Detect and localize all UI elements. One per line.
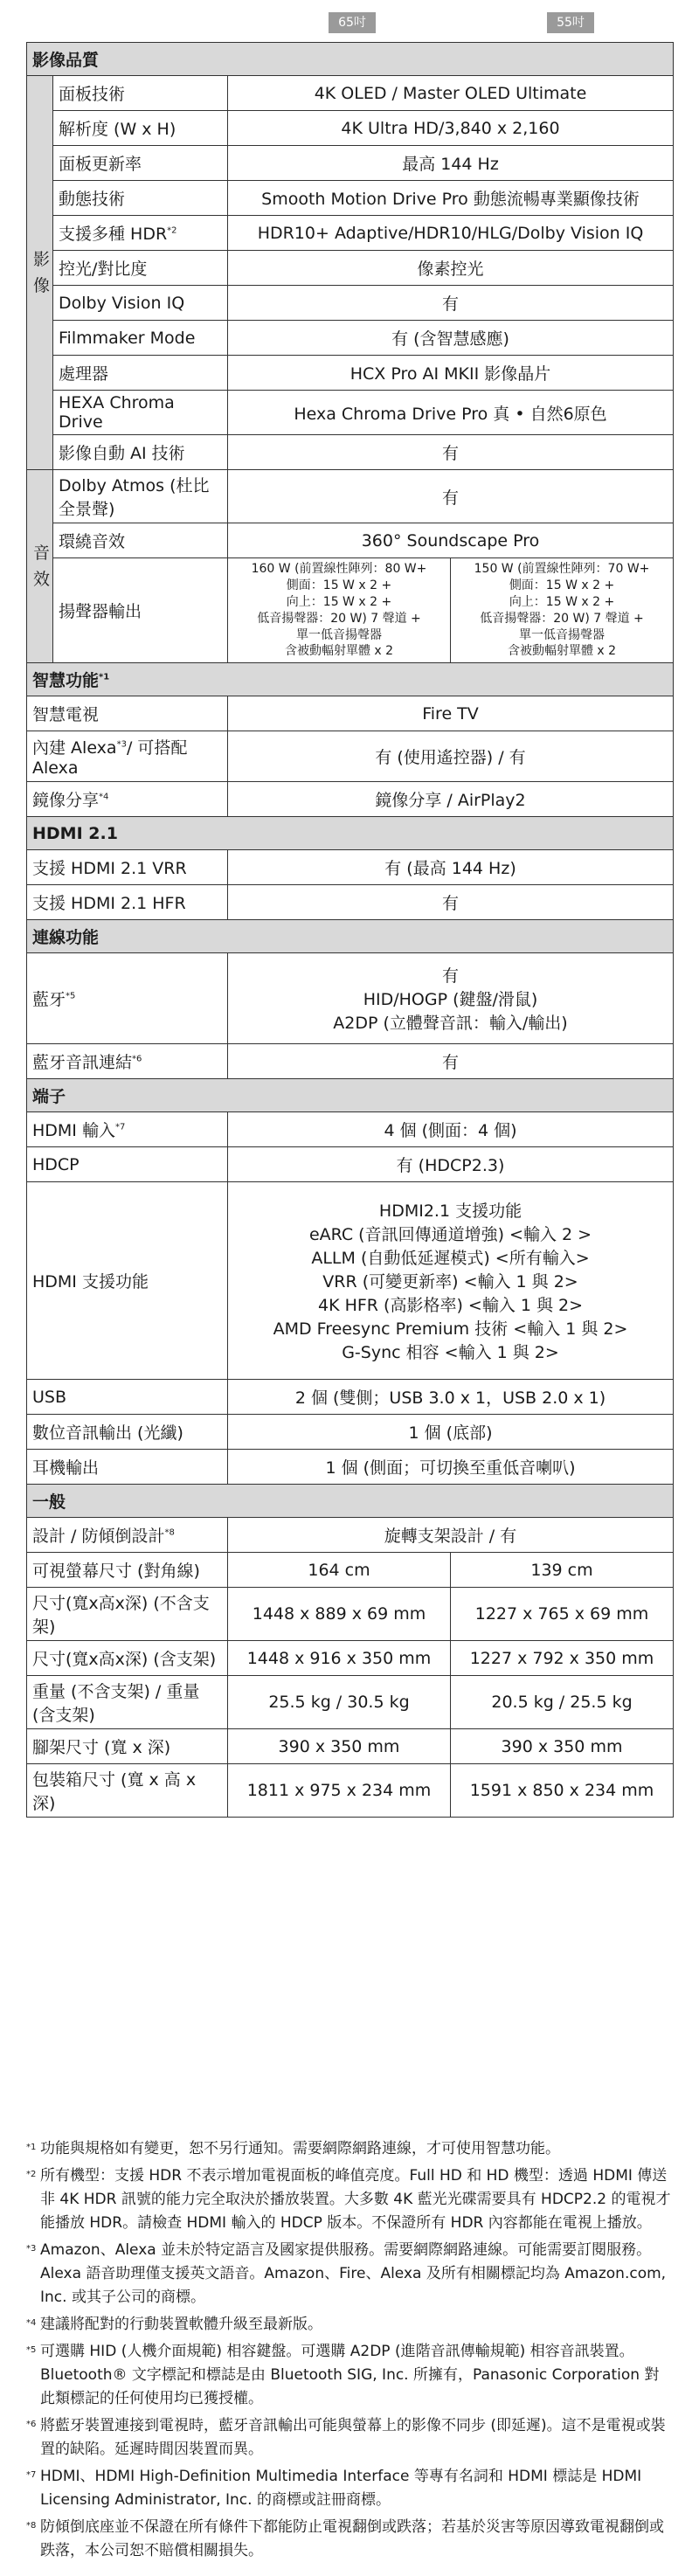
spec-row — [27, 1588, 674, 1641]
value-line: VRR (可變更新率) <輸入 1 與 2> — [322, 1272, 578, 1292]
size-tag-65: 65吋 — [329, 12, 376, 33]
value-line: 向上：15 W x 2 + — [509, 594, 615, 609]
row-label-text-2: / 可搭配 Alexa — [32, 738, 188, 779]
row-value: 4K Ultra HD/3,840 x 2,160 — [228, 111, 674, 146]
value-line: 側面：15 W x 2 + — [286, 578, 392, 592]
row-label-text: 動態技術 — [59, 190, 126, 209]
row-label-text: Dolby Atmos (杜比全景聲) — [59, 476, 210, 519]
row-label-text: 環繞音效 — [59, 532, 126, 551]
row-label-text: 支援多種 HDR — [59, 225, 168, 244]
footnote-mark: *8 — [26, 2521, 37, 2531]
row-label-text: 設計 / 防傾倒設計 — [32, 1527, 165, 1547]
footnote-mark: *2 — [167, 225, 177, 236]
value-65: 1448 x 889 x 69 mm — [228, 1588, 451, 1641]
footnote — [26, 2465, 673, 2512]
row-label — [27, 885, 228, 920]
section-title-text: 端子 — [32, 1087, 66, 1107]
footnote — [26, 2340, 673, 2411]
row-value: 有 — [228, 435, 674, 470]
value-65: 390 x 350 mm — [228, 1729, 451, 1764]
value-line: AMD Freesync Premium 技術 <輸入 1 與 2> — [273, 1319, 628, 1340]
footnote-mark: *6 — [26, 2420, 37, 2429]
section-title — [27, 663, 674, 696]
value-line: 單一低音揚聲器 — [296, 627, 382, 642]
row-label — [27, 782, 228, 817]
group-label-audio — [27, 470, 53, 663]
group-label-text: 音效 — [32, 543, 50, 590]
row-label — [27, 1676, 228, 1729]
spec-row — [27, 181, 674, 216]
size-tag-55: 55吋 — [547, 12, 594, 33]
footnote-mark: *4 — [99, 793, 109, 803]
row-value: 最高 144 Hz — [228, 146, 674, 181]
footnote-text: 所有機型：支援 HDR 不表示增加電視面板的峰值亮度。Full HD 和 HD 機型：透過 HDMI 傳送非 4K HDR 訊號的能力完全取決於播放裝置。大多數 4K 藍光光碟需要具有 HDCP2.2 的電視才能播放 HDR。請檢查 HDMI 輸入的 HDCP 版本。不保證所有 HDR 內容都能在電視上播放。 — [40, 2167, 671, 2232]
row-value: HCX Pro AI MKII 影像晶片 — [228, 356, 674, 391]
footnote-mark: *3 — [26, 2244, 37, 2254]
row-label — [53, 391, 228, 435]
speaker-55 — [451, 558, 674, 663]
row-label-text: 藍牙 — [32, 990, 66, 1010]
footnote-mark: *3 — [116, 740, 127, 751]
value-line: 單一低音揚聲器 — [519, 627, 605, 642]
row-label — [53, 286, 228, 321]
value-line: 低音揚聲器：20 W) 7 聲道 + — [480, 611, 644, 626]
section-picture — [27, 43, 674, 76]
row-label — [53, 251, 228, 286]
row-label — [53, 76, 228, 111]
footnote-mark: *5 — [66, 992, 76, 1002]
spec-row — [27, 1676, 674, 1729]
value-55: 1227 x 792 x 350 mm — [451, 1641, 674, 1676]
row-label — [27, 1415, 228, 1450]
footnote — [26, 2313, 673, 2337]
row-label-text: 智慧電視 — [32, 705, 100, 725]
spec-row — [27, 111, 674, 146]
value-65: 25.5 kg / 30.5 kg — [228, 1676, 451, 1729]
row-label-text: 鏡像分享 — [32, 791, 100, 811]
row-value: 360° Soundscape Pro — [228, 523, 674, 558]
row-value: 有 — [228, 1044, 674, 1079]
footnote-text: HDMI、HDMI High-Definition Multimedia Interface 等專有名詞和 HDMI 標誌是 HDMI Licensing Administrator, Inc. 的商標或註冊商標。 — [40, 2468, 642, 2509]
row-label-text: HEXA Chroma Drive — [59, 393, 175, 432]
value-55: 139 cm — [451, 1553, 674, 1588]
value-line: 側面：15 W x 2 + — [509, 578, 615, 592]
row-label — [27, 1729, 228, 1764]
section-title-text: HDMI 2.1 — [32, 823, 118, 843]
footnote — [26, 2414, 673, 2462]
spec-row — [27, 1450, 674, 1485]
row-label — [27, 1182, 228, 1380]
row-value: 有 (最高 144 Hz) — [228, 850, 674, 885]
row-label — [27, 1764, 228, 1818]
row-label — [27, 1588, 228, 1641]
row-label — [53, 435, 228, 470]
row-label-text: 支援 HDMI 2.1 VRR — [32, 859, 187, 879]
value-line: 150 W (前置線性陣列：70 W+ — [474, 562, 650, 576]
row-label-text: 尺寸(寬x高x深) (含支架) — [32, 1650, 217, 1670]
row-label — [53, 356, 228, 391]
footnotes — [26, 2137, 673, 2566]
group-label-picture — [27, 76, 53, 470]
row-value: 有 (HDCP2.3) — [228, 1147, 674, 1182]
row-label-text: Dolby Vision IQ — [59, 293, 185, 313]
footnote-text: 可選購 HID (人機介面規範) 相容鍵盤。可選購 A2DP (進階音訊傳輸規範) 相容音訊裝置。Bluetooth® 文字標記和標誌是由 Bluetooth SIG, Inc. 所擁有，Panasonic Corporation 對此類標記的任何使用均已獲授權。 — [40, 2343, 660, 2407]
row-label — [53, 558, 228, 663]
section-general — [27, 1485, 674, 1518]
spec-row — [27, 1380, 674, 1415]
footnote-text: Amazon、Alexa 並未於特定語言及國家提供服務。需要網際網路連線。可能需要訂閱服務。Alexa 語音助理僅支援英文語音。Amazon、Fire、Alexa 及所有相關標記均為 Amazon.com, Inc. 或其子公司的商標。 — [40, 2241, 667, 2306]
footnote — [26, 2137, 673, 2161]
spec-row — [27, 216, 674, 251]
section-title — [27, 817, 674, 850]
row-label — [27, 953, 228, 1044]
row-label — [53, 523, 228, 558]
row-label — [27, 1112, 228, 1147]
value-line: 含被動輻射單體 x 2 — [284, 644, 394, 659]
spec-row — [27, 76, 674, 111]
spec-row — [27, 470, 674, 523]
spec-row — [27, 696, 674, 731]
spec-row — [27, 1641, 674, 1676]
row-label — [53, 216, 228, 251]
row-value: Hexa Chroma Drive Pro 真 • 自然6原色 — [228, 391, 674, 435]
spec-row — [27, 885, 674, 920]
row-label — [27, 731, 228, 782]
row-label-text: 內建 Alexa — [32, 738, 117, 758]
row-value: 旋轉支架設計 / 有 — [228, 1518, 674, 1553]
footnote-text: 防傾倒底座並不保證在所有條件下都能防止電視翻倒或跌落；若基於災害等原因導致電視翻倒或跌落，本公司恕不賠償相關損失。 — [40, 2518, 664, 2559]
value-65: 1448 x 916 x 350 mm — [228, 1641, 451, 1676]
value-line: eARC (音訊回傳通道增強) <輸入 2 > — [308, 1225, 592, 1245]
spec-row — [27, 850, 674, 885]
spec-row-speaker — [27, 558, 674, 663]
section-smart — [27, 663, 674, 696]
spec-row — [27, 1044, 674, 1079]
value-line: G-Sync 相容 <輸入 1 與 2> — [342, 1343, 559, 1363]
row-value: 有 (使用遙控器) / 有 — [228, 731, 674, 782]
value-line: 向上：15 W x 2 + — [286, 594, 392, 609]
section-title-text: 一般 — [32, 1492, 66, 1513]
footnote-mark: *6 — [132, 1055, 142, 1065]
value-line: 含被動輻射單體 x 2 — [507, 644, 617, 659]
section-title — [27, 1079, 674, 1112]
footnote-mark: *7 — [26, 2470, 37, 2480]
value-line: 160 W (前置線性陣列：80 W+ — [251, 562, 427, 576]
row-label-text: HDCP — [32, 1154, 80, 1174]
row-label — [27, 850, 228, 885]
row-label-text: USB — [32, 1387, 67, 1407]
row-label-text: 可視螢幕尺寸 (對角線) — [32, 1562, 200, 1582]
row-label-text: 處理器 — [59, 364, 109, 384]
row-label-text: 尺寸(寬x高x深) (不含支架) — [32, 1594, 210, 1638]
row-label-text: HDMI 輸入 — [32, 1121, 115, 1141]
value-line: 低音揚聲器：20 W) 7 聲道 + — [257, 611, 421, 626]
row-label-text: 數位音訊輸出 (光纖) — [32, 1423, 183, 1444]
row-label — [27, 1641, 228, 1676]
section-title-text: 連線功能 — [32, 928, 100, 948]
spec-table — [26, 42, 674, 1818]
row-value: 4 個 (側面：4 個) — [228, 1112, 674, 1147]
spec-row — [27, 146, 674, 181]
spec-row — [27, 356, 674, 391]
spec-row — [27, 1553, 674, 1588]
row-value: 鏡像分享 / AirPlay2 — [228, 782, 674, 817]
section-hdmi21 — [27, 817, 674, 850]
size-tags — [0, 12, 699, 33]
row-label-text: 解析度 (W x H) — [59, 120, 176, 139]
row-label — [27, 696, 228, 731]
row-value: 像素控光 — [228, 251, 674, 286]
row-value — [228, 953, 674, 1044]
spec-row — [27, 321, 674, 356]
row-value: 1 個 (底部) — [228, 1415, 674, 1450]
footnote-mark: *4 — [26, 2318, 37, 2328]
value-55: 390 x 350 mm — [451, 1729, 674, 1764]
row-label-text: 影像自動 AI 技術 — [59, 444, 185, 463]
footnote — [26, 2516, 673, 2563]
row-value: HDR10+ Adaptive/HDR10/HLG/Dolby Vision IQ — [228, 216, 674, 251]
section-title — [27, 43, 674, 76]
row-value: 1 個 (側面；可切換至重低音喇叭) — [228, 1450, 674, 1485]
spec-row — [27, 1112, 674, 1147]
spec-row — [27, 251, 674, 286]
row-label — [53, 111, 228, 146]
row-label — [27, 1044, 228, 1079]
row-label-text: 重量 (不含支架) / 重量 (含支架) — [32, 1682, 200, 1726]
row-value: 2 個 (雙側；USB 3.0 x 1，USB 2.0 x 1) — [228, 1380, 674, 1415]
spec-row — [27, 435, 674, 470]
spec-row-hdmi-features — [27, 1182, 674, 1380]
row-label — [27, 1553, 228, 1588]
group-label-text: 影像 — [32, 249, 50, 295]
spec-row — [27, 731, 674, 782]
footnote-mark: *1 — [99, 673, 110, 683]
row-label — [53, 146, 228, 181]
section-connect — [27, 920, 674, 953]
row-value: 有 — [228, 470, 674, 523]
row-value: 有 (含智慧感應) — [228, 321, 674, 356]
value-line: A2DP (立體聲音訊：輸入/輸出) — [333, 1014, 568, 1034]
section-title-text: 智慧功能 — [32, 671, 100, 691]
row-label-text: 包裝箱尺寸 (寬 x 高 x 深) — [32, 1770, 197, 1814]
spec-row — [27, 1415, 674, 1450]
spec-row-bluetooth — [27, 953, 674, 1044]
section-title — [27, 1485, 674, 1518]
spec-row — [27, 782, 674, 817]
value-55: 20.5 kg / 25.5 kg — [451, 1676, 674, 1729]
footnote-mark: *8 — [164, 1528, 175, 1539]
footnote — [26, 2239, 673, 2309]
row-label-text: 揚聲器輸出 — [59, 602, 142, 622]
spec-row — [27, 1518, 674, 1553]
row-label — [53, 181, 228, 216]
row-label-text: 耳機輸出 — [32, 1458, 100, 1478]
row-value: Fire TV — [228, 696, 674, 731]
spec-row — [27, 286, 674, 321]
value-line: HID/HOGP (鍵盤/滑鼠) — [363, 990, 538, 1010]
footnote-mark: *2 — [26, 2170, 37, 2179]
row-value — [228, 1182, 674, 1380]
value-line: 有 — [442, 966, 460, 987]
value-55: 1227 x 765 x 69 mm — [451, 1588, 674, 1641]
footnote-mark: *5 — [26, 2345, 37, 2355]
row-value: 4K OLED / Master OLED Ultimate — [228, 76, 674, 111]
row-label-text: Filmmaker Mode — [59, 328, 196, 348]
value-55: 1591 x 850 x 234 mm — [451, 1764, 674, 1818]
speaker-65 — [228, 558, 451, 663]
spec-row — [27, 1729, 674, 1764]
row-label — [27, 1450, 228, 1485]
row-label — [53, 321, 228, 356]
row-label-text: 控光/對比度 — [59, 260, 148, 279]
row-value: Smooth Motion Drive Pro 動態流暢專業顯像技術 — [228, 181, 674, 216]
value-line: HDMI2.1 支援功能 — [378, 1201, 523, 1222]
value-line: 4K HFR (高影格率) <輸入 1 與 2> — [317, 1296, 584, 1316]
row-label-text: 藍牙音訊連結 — [32, 1053, 133, 1073]
row-value: 有 — [228, 885, 674, 920]
value-line: ALLM (自動低延遲模式) <所有輸入> — [311, 1249, 590, 1269]
spec-row — [27, 523, 674, 558]
footnote-text: 功能與規格如有變更，恕不另行通知。需要網際網路連線，才可使用智慧功能。 — [40, 2140, 560, 2157]
value-65: 164 cm — [228, 1553, 451, 1588]
row-label — [27, 1380, 228, 1415]
row-label — [27, 1518, 228, 1553]
footnote — [26, 2164, 673, 2235]
row-label-text: HDMI 支援功能 — [32, 1272, 149, 1292]
footnote-mark: *7 — [114, 1123, 126, 1133]
row-value: 有 — [228, 286, 674, 321]
value-65: 1811 x 975 x 234 mm — [228, 1764, 451, 1818]
row-label-text: 面板技術 — [59, 85, 126, 104]
footnote-text: 建議將配對的行動裝置軟體升級至最新版。 — [40, 2316, 322, 2333]
spec-row — [27, 1764, 674, 1818]
section-ports — [27, 1079, 674, 1112]
row-label — [53, 470, 228, 523]
row-label-text: 面板更新率 — [59, 155, 142, 174]
section-title — [27, 920, 674, 953]
row-label-text: 腳架尺寸 (寬 x 深) — [32, 1738, 171, 1758]
footnote-text: 將藍牙裝置連接到電視時，藍牙音訊輸出可能與螢幕上的影像不同步 (即延遲)。這不是電視或裝置的缺陷。延遲時間因裝置而異。 — [40, 2417, 666, 2458]
footnote-mark: *1 — [26, 2143, 37, 2152]
spec-row — [27, 1147, 674, 1182]
row-label — [27, 1147, 228, 1182]
section-title-text: 影像品質 — [32, 51, 100, 70]
row-label-text: 支援 HDMI 2.1 HFR — [32, 894, 186, 914]
spec-row — [27, 391, 674, 435]
